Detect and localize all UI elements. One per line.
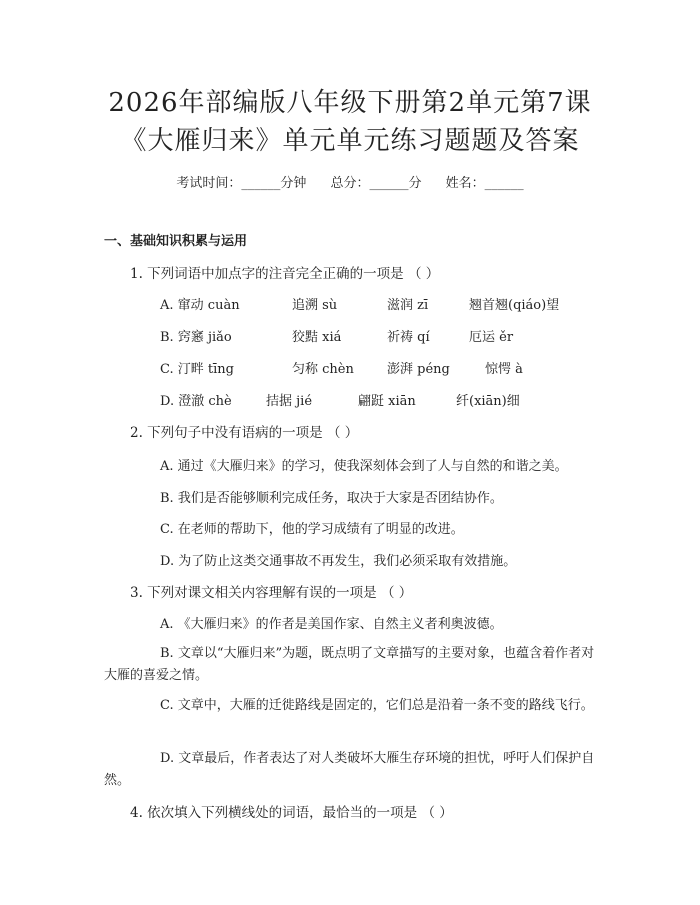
q1-a-3: 滋润 zī xyxy=(387,298,429,313)
exam-time: 考试时间：______分钟 xyxy=(176,176,307,191)
q1-option-row xyxy=(160,294,559,313)
question-4-stem: 4. 依次填入下列横线处的词语，最恰当的一项是 （ ） xyxy=(130,805,453,821)
question-3-stem: 3. 下列对课文相关内容理解有误的一项是 （ ） xyxy=(130,585,413,601)
q1-d-1: D. 澄澈 chè xyxy=(160,394,232,409)
q3-option-d: D. 文章最后，作者表达了对人类破坏大雁生存环境的担忧，呼吁人们保护自然。 xyxy=(104,751,595,788)
q1-c-2: 匀称 chèn xyxy=(292,362,354,377)
q1-c-1: C. 汀畔 tīng xyxy=(160,362,234,377)
q1-b-3: 祈祷 qí xyxy=(387,330,430,345)
q3-option-a: A. 《大雁归来》的作者是美国作家、自然主义者利奥波德。 xyxy=(160,617,503,632)
student-name: 姓名：______ xyxy=(445,176,524,191)
q1-d-4: 纤(xiān)细 xyxy=(456,394,520,409)
q1-option-row xyxy=(160,358,523,377)
q1-c-4: 惊愕 à xyxy=(485,362,523,377)
q1-c-3: 澎湃 péng xyxy=(387,362,450,377)
q1-a-2: 追溯 sù xyxy=(292,298,338,313)
title-line-2: 《大雁归来》单元单元练习题题及答案 xyxy=(120,126,580,156)
q1-a-4: 翘首翘(qiáo)望 xyxy=(469,298,560,313)
total-score: 总分：______分 xyxy=(330,176,422,191)
q3-option-b: B. 文章以“大雁归来”为题，既点明了文章描写的主要对象，也蕴含着作者对大雁的喜爱之情。 xyxy=(104,646,595,683)
q2-option-b: B. 我们是否能够顺利完成任务，取决于大家是否团结协作。 xyxy=(160,491,503,506)
exam-meta xyxy=(0,172,700,191)
question-1-stem: 1. 下列词语中加点字的注音完全正确的一项是 （ ） xyxy=(130,266,440,282)
q2-option-a: A. 通过《大雁归来》的学习，使我深刻体会到了人与自然的和谐之美。 xyxy=(160,459,568,474)
q3-option-c: C. 文章中，大雁的迁徙路线是固定的，它们总是沿着一条不变的路线飞行。 xyxy=(160,698,594,713)
q1-b-4: 厄运 ěr xyxy=(469,330,514,345)
q1-d-3: 翩跹 xiān xyxy=(358,394,416,409)
q1-option-row xyxy=(160,326,513,345)
q2-option-d: D. 为了防止这类交通事故不再发生，我们必须采取有效措施。 xyxy=(160,554,517,569)
q1-a-1: A. 窜动 cuàn xyxy=(160,298,240,313)
q1-b-2: 狡黠 xiá xyxy=(292,330,342,345)
section-heading: 一、基础知识积累与运用 xyxy=(104,234,248,249)
question-2-stem: 2. 下列句子中没有语病的一项是 （ ） xyxy=(130,425,359,441)
q1-b-1: B. 窍窸 jiǎo xyxy=(160,330,232,345)
title-line-1: 2026年部编版八年级下册第2单元第7课 xyxy=(108,88,592,118)
q1-option-row xyxy=(160,390,520,409)
q1-d-2: 拮据 jié xyxy=(266,394,313,409)
q2-option-c: C. 在老师的帮助下，他的学习成绩有了明显的改进。 xyxy=(160,522,464,537)
